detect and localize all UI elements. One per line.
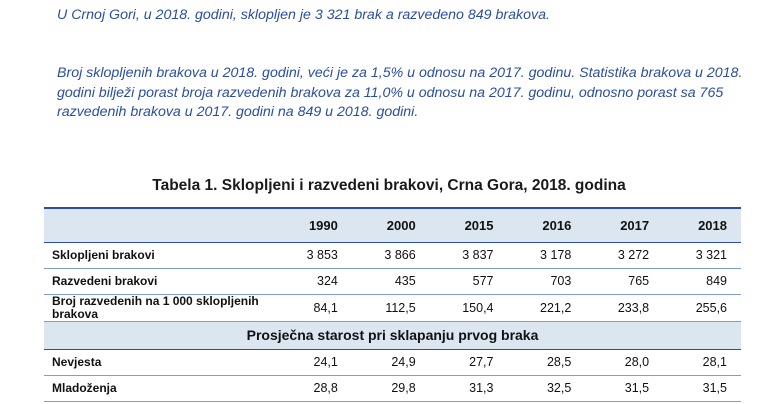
table-cell: 3 866: [384, 248, 416, 262]
table-cell: 31,3: [469, 381, 494, 395]
table-cell: 703: [550, 274, 572, 288]
statistics-paragraph: Broj sklopljenih brakova u 2018. godini, veći je za 1,5% u odnosu na 2017. godinu. Statistika brakova u 2018. godini bilježi porast broja razvedenih brakova za 11,0% u odnosu na 2017. godinu, odnosno porast sa 765 razvedenih brakova u 2017. godini na 849 u 2018. godini.: [57, 65, 743, 120]
table-title: Tabela 1. Sklopljeni i razvedeni brakovi, Crna Gora, 2018. godina: [152, 177, 626, 194]
header-year: 2000: [386, 217, 416, 233]
table-cell: 27,7: [469, 355, 494, 369]
marriage-divorce-table: [44, 207, 741, 402]
intro-paragraph: U Crnoj Gori, u 2018. godini, sklopljen je 3 321 brak a razvedeno 849 brakova.: [57, 7, 550, 23]
table-cell: 3 321: [695, 248, 727, 262]
table-cell: 28,1: [702, 355, 727, 369]
table-cell: 221,2: [540, 300, 572, 315]
table-cell: 324: [317, 274, 338, 288]
table-row-married: [44, 242, 741, 268]
table-cell: 435: [394, 274, 416, 288]
row-label: Razvedeni brakovi: [52, 273, 158, 288]
header-empty-cell: [44, 208, 274, 242]
table-cell: 84,1: [313, 300, 338, 315]
table-header-row: [44, 208, 741, 242]
section-title: Prosječna starost pri sklapanju prvog braka: [246, 327, 539, 343]
table-cell: 3 837: [462, 248, 494, 262]
table-cell: 28,8: [313, 381, 338, 395]
table-cell: 31,5: [624, 381, 650, 395]
table-row-divorced: [44, 268, 741, 294]
table-cell: 765: [628, 274, 650, 288]
header-year: 2017: [620, 217, 650, 233]
table-cell: 849: [706, 274, 727, 288]
header-year: 1990: [308, 217, 338, 233]
table-row-groom: [44, 375, 741, 401]
row-label: Nevjesta: [52, 354, 102, 369]
header-year: 2015: [464, 217, 494, 233]
header-year: 2016: [542, 217, 572, 233]
table-cell: 31,5: [702, 381, 727, 395]
table-cell: 3 178: [540, 248, 572, 262]
row-label: Broj razvedenih na 1 000 sklopljenih brakova: [52, 293, 259, 321]
table-cell: 24,9: [391, 355, 416, 369]
table-cell: 150,4: [462, 300, 494, 315]
table-cell: 24,1: [313, 355, 338, 369]
row-label: Sklopljeni brakovi: [52, 247, 155, 262]
table-cell: 32,5: [546, 381, 572, 395]
table-cell: 233,8: [617, 300, 650, 315]
header-year: 2018: [698, 217, 727, 233]
marriage-table-container: [44, 207, 741, 402]
table-row-divorce-ratio: [44, 294, 741, 321]
table-cell: 255,6: [695, 300, 727, 315]
table-row-bride: [44, 349, 741, 375]
table-cell: 29,8: [391, 381, 416, 395]
table-cell: 577: [472, 274, 494, 288]
table-cell: 28,5: [546, 355, 572, 369]
table-cell: 3 272: [617, 248, 650, 262]
table-cell: 28,0: [624, 355, 650, 369]
table-cell: 3 853: [306, 248, 338, 262]
table-cell: 112,5: [385, 300, 416, 315]
row-label: Mladoženja: [52, 380, 117, 395]
section-header-row: [44, 321, 741, 349]
